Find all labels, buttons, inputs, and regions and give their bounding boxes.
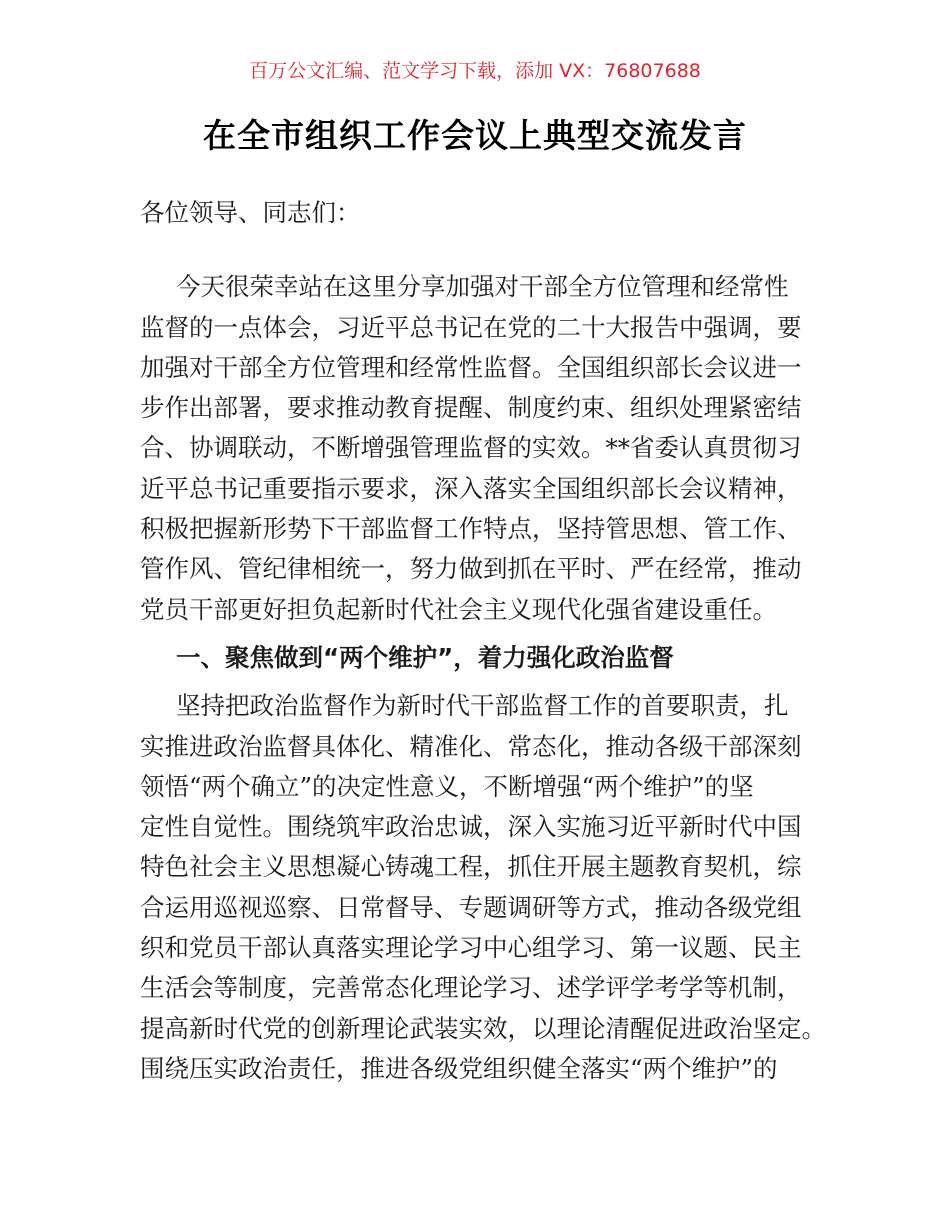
text-line: 实推进政治监督具体化、精准化、常态化，推动各级干部深刻 [140,731,802,761]
spacer [140,233,820,267]
greeting: 各位领导、同志们： [140,198,361,227]
text-line: 步作出部署，要求推动教育提醒、制度约束、组织处理紧密结 [140,393,802,423]
text-line: 生活会等制度，完善常态化理论学习、述学评学考学等机制， [140,973,802,1003]
document-body [140,193,826,1089]
download-banner: 百万公文汇编、范文学习下载，添加 VX：76807688 [249,60,701,82]
text-line: 积极把握新形势下干部监督工作特点，坚持管思想、管工作、 [140,514,802,544]
text-line: 定性自觉性。围绕筑牢政治忠诚，深入实施习近平新时代中国 [140,812,802,842]
paragraphs [140,267,826,1089]
text-line: 领悟“两个确立”的决定性意义，不断增强“两个维护”的坚 [140,771,754,801]
text-line: 坚持把政治监督作为新时代干部监督工作的首要职责，扎 [176,691,789,721]
text-line: 监督的一点体会，习近平总书记在党的二十大报告中强调，要 [140,312,802,342]
paragraph [140,686,826,1089]
text-line: 今天很荣幸站在这里分享加强对干部全方位管理和经常性 [176,272,789,302]
text-line: 合、协调联动，不断增强管理监督的实效。**省委认真贯彻习 [140,433,802,463]
text-line: 提高新时代党的创新理论武装实效，以理论清醒促进政治坚定。 [140,1013,826,1043]
spacer [140,630,820,638]
paragraph [140,267,820,630]
document-title: 在全市组织工作会议上典型交流发言 [203,116,747,155]
text-line: 织和党员干部认真落实理论学习中心组学习、第一议题、民主 [140,933,802,963]
section-heading [140,638,820,678]
text-line: 围绕压实政治责任，推进各级党组织健全落实“两个维护”的 [140,1053,778,1083]
text-line: 一、聚焦做到“两个维护”，着力强化政治监督 [176,642,674,672]
text-line: 党员干部更好担负起新时代社会主义现代化强省建设重任。 [140,594,777,624]
text-line: 加强对干部全方位管理和经常性监督。全国组织部长会议进一 [140,352,802,382]
text-line: 特色社会主义思想凝心铸魂工程，抓住开展主题教育契机，综 [140,852,802,882]
text-line: 近平总书记重要指示要求，深入落实全国组织部长会议精神， [140,473,802,503]
text-line: 管作风、管纪律相统一，努力做到抓在平时、严在经常，推动 [140,554,802,584]
text-line: 合运用巡视巡察、日常督导、专题调研等方式，推动各级党组 [140,892,802,922]
spacer [140,678,820,686]
